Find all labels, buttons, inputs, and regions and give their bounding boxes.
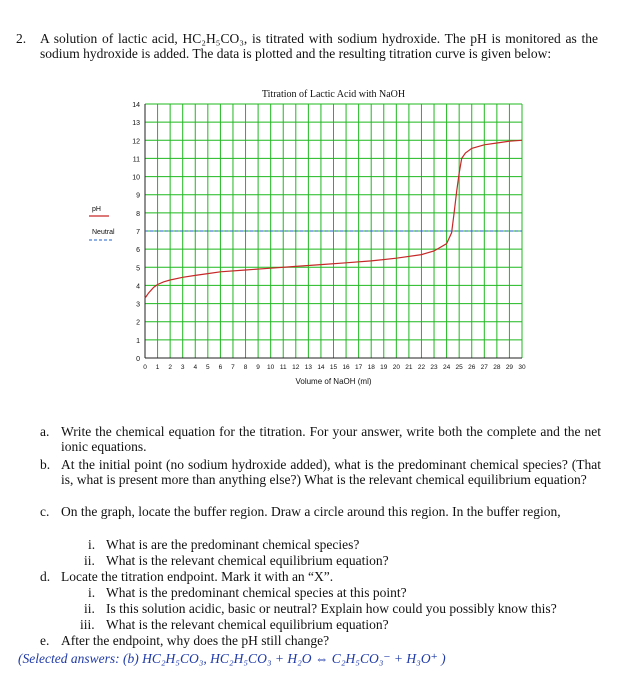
x-tick-label: 22: [417, 364, 426, 371]
y-tick-label: 2: [136, 319, 140, 327]
x-tick-label: 23: [430, 364, 438, 371]
y-tick-label: 0: [136, 356, 140, 363]
x-tick-label: 17: [355, 364, 363, 371]
x-tick-label: 28: [493, 364, 501, 371]
part-text: Locate the titration endpoint. Mark it with an “X”.: [61, 569, 334, 584]
x-tick-label: 15: [329, 364, 338, 371]
part-label: d.: [40, 569, 51, 584]
part-text: After the endpoint, why does the pH still change?: [61, 633, 330, 648]
part-label: i.: [88, 585, 96, 600]
part-label: ii.: [84, 553, 95, 568]
part-label: c.: [40, 504, 50, 519]
part-text: What is the predominant chemical species at this point?: [106, 585, 407, 600]
part-label: iii.: [80, 617, 95, 632]
x-tick-label: 11: [279, 364, 287, 371]
part-label: ii.: [84, 601, 95, 616]
x-tick-label: 9: [256, 364, 260, 371]
x-tick-label: 5: [206, 364, 210, 371]
part-label: e.: [40, 633, 50, 648]
selected-answers: (Selected answers: (b) HC₂H₅CO₃, HC₂H₅CO₃ + H₂O ⇔ C₂H₅CO₃⁻ + H₃O⁺ ): [18, 651, 446, 666]
question-number: 2.: [16, 31, 27, 46]
x-tick-label: 12: [292, 364, 300, 371]
y-tick-label: 5: [136, 265, 140, 273]
x-tick-label: 0: [143, 364, 147, 371]
x-tick-label: 29: [505, 364, 514, 371]
y-tick-label: 4: [136, 283, 140, 291]
y-tick-label: 14: [132, 102, 140, 109]
x-tick-label: 21: [405, 364, 413, 371]
x-tick-label: 6: [218, 364, 223, 371]
x-tick-label: 14: [317, 364, 325, 371]
y-tick-label: 9: [136, 192, 140, 200]
part-label: b.: [40, 457, 51, 472]
question-intro: A solution of lactic acid, HC₂H₅CO₃, is titrated with sodium hydroxide. The pH is monitored as the sodium hydroxide is added. The data is plotted and the resulting titration curve is given below:: [40, 31, 598, 61]
y-tick-label: 13: [132, 120, 140, 128]
x-tick-label: 16: [342, 364, 350, 371]
y-tick-label: 6: [136, 247, 140, 255]
legend-label-neutral: Neutral: [92, 229, 115, 236]
part-label: i.: [88, 537, 96, 552]
part-text: What is are the predominant chemical species?: [106, 537, 360, 552]
x-tick-label: 1: [155, 364, 160, 371]
part-text: At the initial point (no sodium hydroxide added), what is the predominant chemical species? (That is, what is present more than anything else?) What is the relevant chemical equilibrium equation?: [61, 457, 601, 487]
x-tick-label: 27: [480, 364, 488, 371]
x-tick-label: 4: [193, 364, 198, 371]
part-text: Write the chemical equation for the titration. For your answer, write both the complete and the net ionic equations.: [61, 424, 601, 454]
x-tick-label: 24: [442, 364, 451, 371]
y-tick-label: 3: [136, 301, 140, 309]
part-label: a.: [40, 424, 50, 439]
y-tick-label: 1: [136, 337, 140, 345]
y-tick-label: 12: [132, 138, 140, 146]
part-text: What is the relevant chemical equilibrium equation?: [106, 553, 389, 568]
x-axis-label: Volume of NaOH (ml): [295, 377, 372, 386]
x-tick-label: 20: [392, 364, 400, 371]
x-tick-label: 13: [304, 364, 312, 371]
x-tick-label: 18: [367, 364, 375, 371]
x-tick-label: 8: [243, 364, 248, 371]
legend-label-ph: pH: [92, 206, 101, 213]
x-tick-label: 19: [380, 364, 388, 371]
part-text: What is the relevant chemical equilibrium equation?: [106, 617, 389, 632]
y-tick-label: 11: [132, 156, 140, 164]
x-tick-label: 2: [168, 364, 172, 371]
x-tick-label: 25: [455, 364, 463, 371]
y-tick-label: 8: [136, 210, 140, 218]
x-tick-label: 26: [468, 364, 476, 371]
chart-title: Titration of Lactic Acid with NaOH: [261, 89, 406, 100]
x-tick-label: 10: [267, 364, 275, 371]
x-tick-label: 7: [231, 364, 235, 371]
y-tick-label: 10: [132, 174, 140, 182]
x-tick-label: 30: [518, 364, 526, 371]
part-text: On the graph, locate the buffer region. Draw a circle around this region. In the buffer region,: [61, 504, 561, 519]
part-text: Is this solution acidic, basic or neutral? Explain how could you possibly know this?: [106, 601, 557, 616]
x-tick-label: 3: [180, 364, 185, 371]
y-tick-label: 7: [136, 229, 140, 236]
